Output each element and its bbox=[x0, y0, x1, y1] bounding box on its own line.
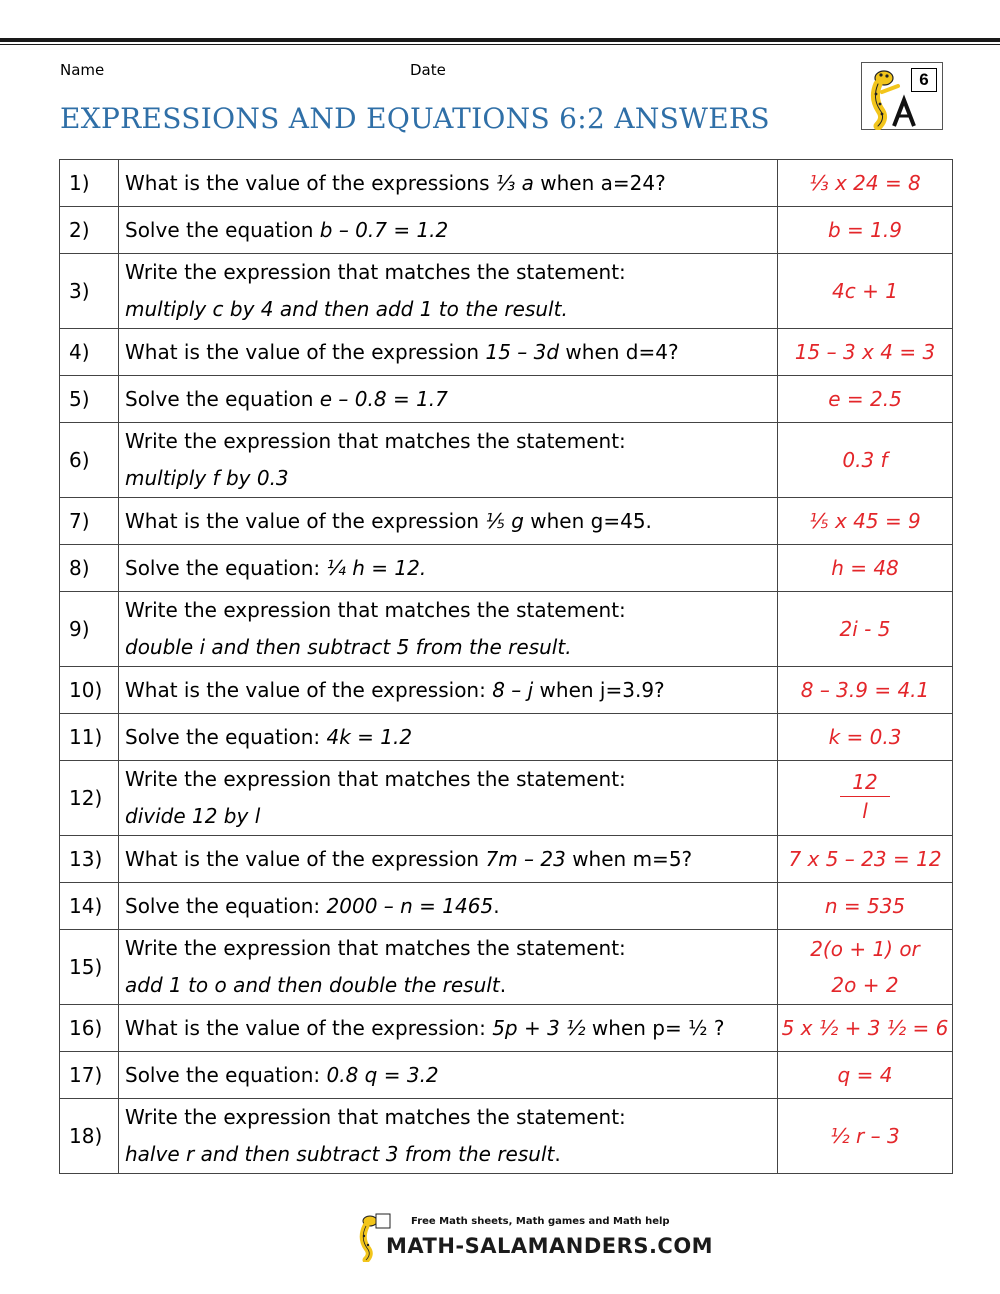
answer-cell: b = 1.9 bbox=[778, 207, 953, 254]
fraction-numerator: 12 bbox=[840, 768, 889, 797]
question-text-pre: What is the value of the expression bbox=[125, 508, 486, 533]
question-line2-text: add 1 to o and then double the result bbox=[125, 973, 500, 997]
question-number: 13) bbox=[60, 836, 119, 883]
question-line2: double i and then subtract 5 from the result. bbox=[125, 635, 572, 659]
answer-cell: ⅓ x 24 = 8 bbox=[778, 160, 953, 207]
question-number: 3) bbox=[60, 254, 119, 329]
question-text bbox=[119, 761, 778, 836]
question-number: 6) bbox=[60, 423, 119, 498]
question-text-pre: Solve the equation: bbox=[125, 893, 327, 918]
question-number: 11) bbox=[60, 714, 119, 761]
question-text-post: when j=3.9? bbox=[533, 677, 665, 702]
question-text-pre: Solve the equation bbox=[125, 386, 320, 411]
name-label: Name bbox=[60, 61, 105, 79]
question-text-post: when g=45. bbox=[523, 508, 652, 533]
table-row bbox=[60, 207, 953, 254]
table-row bbox=[60, 836, 953, 883]
table-row bbox=[60, 1052, 953, 1099]
question-text-post: when m=5? bbox=[565, 846, 693, 871]
question-text bbox=[119, 498, 778, 545]
answer-cell: 5 x ½ + 3 ½ = 6 bbox=[778, 1005, 953, 1052]
question-text bbox=[119, 254, 778, 329]
question-line1: Write the expression that matches the statement: bbox=[125, 767, 626, 791]
table-row bbox=[60, 761, 953, 836]
worksheet-title: EXPRESSIONS AND EQUATIONS 6:2 ANSWERS bbox=[60, 102, 770, 135]
question-text-pre: What is the value of the expression: bbox=[125, 677, 493, 702]
table-row bbox=[60, 592, 953, 667]
question-text-pre: Solve the equation: bbox=[125, 555, 327, 580]
question-text-pre: What is the value of the expression: bbox=[125, 1015, 493, 1040]
answer-cell: h = 48 bbox=[778, 545, 953, 592]
question-line2-text: divide 12 by bbox=[125, 804, 255, 828]
table-row bbox=[60, 254, 953, 329]
question-line2-end: . bbox=[499, 973, 507, 997]
answer-line2: 2o + 2 bbox=[831, 973, 899, 997]
table-row bbox=[60, 160, 953, 207]
question-text bbox=[119, 545, 778, 592]
question-number: 5) bbox=[60, 376, 119, 423]
answer-line1: 2(o + 1) or bbox=[810, 937, 920, 961]
table-row bbox=[60, 545, 953, 592]
question-text bbox=[119, 1005, 778, 1052]
question-text-post: when a=24? bbox=[533, 170, 666, 195]
question-number: 17) bbox=[60, 1052, 119, 1099]
question-number: 12) bbox=[60, 761, 119, 836]
answer-cell: 8 – 3.9 = 4.1 bbox=[778, 667, 953, 714]
question-text-pre: What is the value of the expressions bbox=[125, 170, 496, 195]
footer-logo bbox=[356, 1212, 714, 1264]
question-number: 14) bbox=[60, 883, 119, 930]
table-row bbox=[60, 714, 953, 761]
table-row bbox=[60, 930, 953, 1005]
question-expression: ⅕ g bbox=[485, 508, 524, 533]
question-line2 bbox=[125, 967, 773, 1004]
question-line2 bbox=[125, 1136, 773, 1173]
question-text bbox=[119, 423, 778, 498]
answer-cell: ⅕ x 45 = 9 bbox=[778, 498, 953, 545]
answer-cell bbox=[778, 930, 953, 1005]
grade-badge: 6 bbox=[911, 68, 937, 92]
question-text bbox=[119, 592, 778, 667]
question-expression: ⅓ a bbox=[495, 170, 534, 195]
answer-cell: 7 x 5 – 23 = 12 bbox=[778, 836, 953, 883]
question-number: 8) bbox=[60, 545, 119, 592]
answer-cell: e = 2.5 bbox=[778, 376, 953, 423]
table-row bbox=[60, 883, 953, 930]
question-expression: ¼ h = 12. bbox=[326, 555, 427, 580]
question-expression: 5p + 3 ½ bbox=[492, 1015, 586, 1040]
question-expression: b – 0.7 = 1.2 bbox=[319, 217, 449, 242]
answer-fraction bbox=[840, 768, 889, 825]
table-row bbox=[60, 1099, 953, 1174]
question-line2-text: halve r and then subtract 3 from the result bbox=[125, 1142, 555, 1166]
question-number: 16) bbox=[60, 1005, 119, 1052]
question-text-pre: Solve the equation: bbox=[125, 724, 327, 749]
question-text-pre: What is the value of the expression bbox=[125, 339, 486, 364]
answer-cell: q = 4 bbox=[778, 1052, 953, 1099]
answer-cell: ½ r – 3 bbox=[778, 1099, 953, 1174]
question-text bbox=[119, 207, 778, 254]
table-row bbox=[60, 498, 953, 545]
question-line2-variable: l bbox=[254, 804, 261, 828]
question-text bbox=[119, 1052, 778, 1099]
answer-cell: 2i - 5 bbox=[778, 592, 953, 667]
top-rule-thick bbox=[0, 38, 1000, 42]
question-number: 2) bbox=[60, 207, 119, 254]
question-text bbox=[119, 930, 778, 1005]
date-label: Date bbox=[410, 61, 446, 79]
question-line1: Write the expression that matches the statement: bbox=[125, 260, 626, 284]
questions-table bbox=[59, 159, 953, 1174]
question-text bbox=[119, 160, 778, 207]
table-row bbox=[60, 329, 953, 376]
question-text-pre: Solve the equation: bbox=[125, 1062, 327, 1087]
table-row bbox=[60, 1005, 953, 1052]
footer-brand: MATH-SALAMANDERS.COM bbox=[386, 1234, 714, 1258]
question-line1: Write the expression that matches the statement: bbox=[125, 936, 626, 960]
answer-cell: n = 535 bbox=[778, 883, 953, 930]
question-expression: 4k = 1.2 bbox=[326, 724, 413, 749]
question-text bbox=[119, 667, 778, 714]
question-number: 9) bbox=[60, 592, 119, 667]
question-line1: Write the expression that matches the statement: bbox=[125, 598, 626, 622]
fraction-denominator: l bbox=[862, 798, 868, 823]
question-line2: multiply f by 0.3 bbox=[125, 466, 289, 490]
question-number: 18) bbox=[60, 1099, 119, 1174]
question-expression: 2000 – n = 1465 bbox=[326, 893, 494, 918]
answer-cell: 4c + 1 bbox=[778, 254, 953, 329]
question-number: 7) bbox=[60, 498, 119, 545]
question-line2-end: . bbox=[554, 1142, 561, 1166]
top-rule-thin bbox=[0, 44, 1000, 45]
question-line1: Write the expression that matches the statement: bbox=[125, 1105, 626, 1129]
question-expression: e – 0.8 = 1.7 bbox=[319, 386, 448, 411]
question-text bbox=[119, 1099, 778, 1174]
table-row bbox=[60, 667, 953, 714]
question-text-pre: What is the value of the expression bbox=[125, 846, 486, 871]
footer-tagline: Free Math sheets, Math games and Math help bbox=[411, 1216, 670, 1227]
question-text-post: when d=4? bbox=[559, 339, 679, 364]
question-text bbox=[119, 883, 778, 930]
table-row bbox=[60, 376, 953, 423]
question-expression: 8 – j bbox=[492, 677, 534, 702]
table-row bbox=[60, 423, 953, 498]
question-text-post: when p= ½ ? bbox=[585, 1015, 725, 1040]
question-expression: 0.8 q = 3.2 bbox=[326, 1062, 439, 1087]
question-number: 1) bbox=[60, 160, 119, 207]
answer-cell bbox=[778, 761, 953, 836]
question-line2: multiply c by 4 and then add 1 to the result. bbox=[125, 297, 568, 321]
question-text bbox=[119, 714, 778, 761]
question-text-pre: Solve the equation bbox=[125, 217, 320, 242]
answer-cell: 15 – 3 x 4 = 3 bbox=[778, 329, 953, 376]
question-line2 bbox=[125, 798, 773, 835]
question-text bbox=[119, 329, 778, 376]
question-expression: 7m – 23 bbox=[485, 846, 566, 871]
question-number: 10) bbox=[60, 667, 119, 714]
grade-logo bbox=[861, 62, 943, 130]
question-text bbox=[119, 376, 778, 423]
question-number: 4) bbox=[60, 329, 119, 376]
answer-cell: k = 0.3 bbox=[778, 714, 953, 761]
question-text-post: . bbox=[493, 893, 500, 918]
question-line1: Write the expression that matches the statement: bbox=[125, 429, 626, 453]
question-expression: 15 – 3d bbox=[485, 339, 560, 364]
answer-cell: 0.3 f bbox=[778, 423, 953, 498]
question-text bbox=[119, 836, 778, 883]
question-number: 15) bbox=[60, 930, 119, 1005]
